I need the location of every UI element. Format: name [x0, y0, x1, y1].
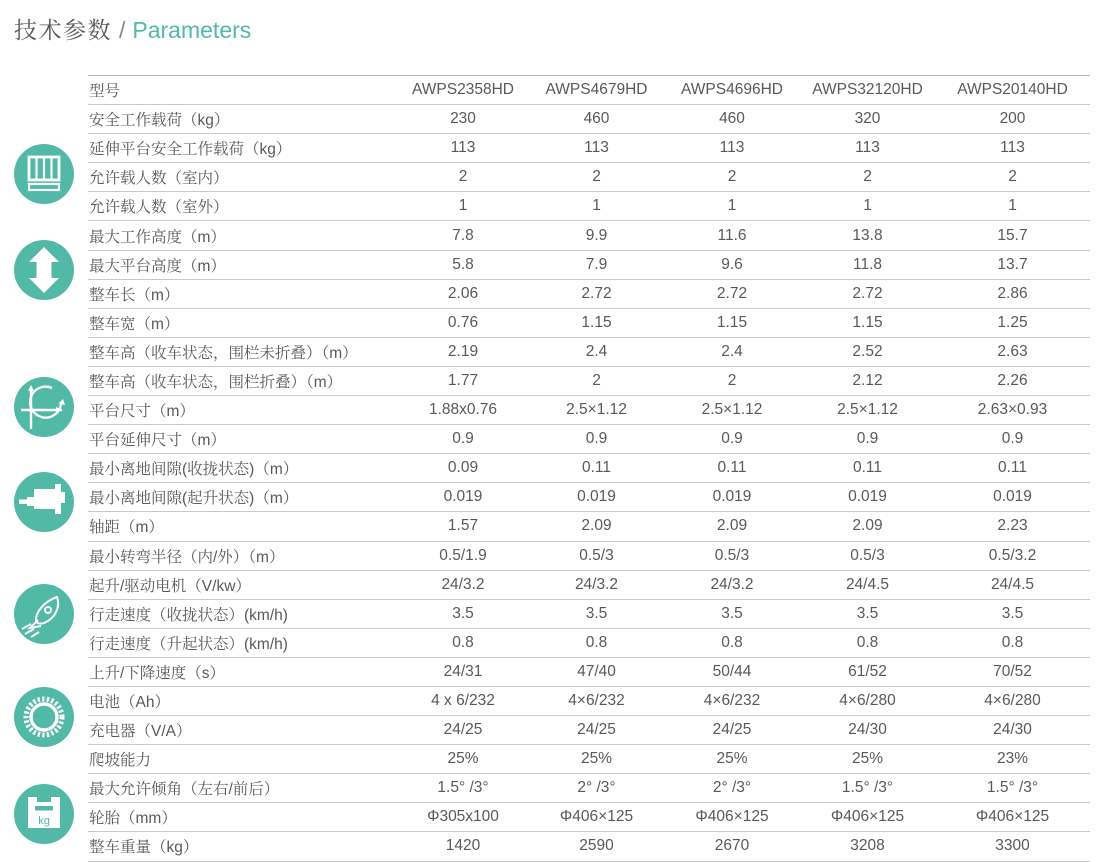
model-header: AWPS20140HD: [957, 81, 1068, 99]
table-row: [88, 454, 1090, 483]
row-value: 24/3.2: [441, 575, 485, 593]
parameters-table: [88, 75, 1090, 862]
row-value: 1.57: [447, 517, 479, 535]
row-value: 1.15: [852, 313, 883, 331]
row-value: 1.5° /3°: [841, 779, 894, 797]
row-label: 最大工作高度（m）: [89, 228, 226, 246]
row-value: 3300: [995, 837, 1030, 855]
row-value: 113: [719, 139, 745, 157]
row-value: 4 x 6/232: [431, 692, 495, 710]
row-label: 轴距（m）: [89, 519, 164, 537]
row-value: 320: [854, 110, 881, 128]
row-value: 460: [719, 110, 745, 128]
table-row: [88, 251, 1090, 280]
row-value: 2.63: [997, 342, 1028, 360]
row-value: 113: [1000, 139, 1025, 157]
table-row: [88, 134, 1090, 163]
model-header: AWPS2358HD: [412, 81, 514, 99]
table-row: [88, 571, 1090, 600]
table-row: [88, 338, 1090, 367]
table-row: [88, 221, 1090, 250]
row-value: 2.72: [852, 284, 883, 302]
vertical-double-arrow-icon: [14, 240, 74, 300]
table-body: [88, 105, 1090, 861]
row-value: 1.15: [581, 313, 612, 331]
row-value: 0.09: [447, 459, 479, 477]
row-value: 0.76: [447, 313, 479, 331]
row-value: 0.019: [848, 488, 887, 506]
row-value: 2: [458, 168, 468, 186]
row-value: 24/3.2: [710, 575, 754, 593]
table-row: [88, 512, 1090, 541]
row-value: 2: [863, 168, 872, 186]
row-value: 61/52: [848, 662, 887, 680]
row-value: 9.6: [721, 255, 743, 273]
row-value: 11.8: [852, 255, 883, 273]
table-row: [88, 716, 1090, 745]
row-value: Φ305x100: [427, 808, 499, 826]
row-label: 最小离地间隙(收拢状态)（m）: [89, 461, 299, 479]
row-value: 1: [1008, 197, 1017, 215]
row-value: 0.5/3: [850, 546, 885, 564]
row-value: 3.5: [585, 604, 608, 622]
row-value: 2.5×1.12: [566, 401, 627, 419]
row-value: Φ406×125: [695, 808, 769, 826]
row-value: 24/4.5: [990, 575, 1035, 593]
table-row: [88, 774, 1090, 803]
row-value: 2.63×0.93: [977, 401, 1048, 419]
table-row: [88, 483, 1090, 512]
row-value: 0.019: [577, 488, 616, 506]
row-value: 230: [450, 110, 476, 128]
row-value: 0.9: [585, 430, 608, 448]
row-label: 轮胎（mm）: [89, 810, 177, 828]
row-value: 2.4: [721, 342, 743, 360]
row-value: 25%: [447, 750, 479, 768]
model-header: AWPS4696HD: [681, 81, 783, 99]
row-value: 0.8: [721, 633, 743, 651]
row-value: 2.72: [716, 284, 748, 302]
gear-ring-icon: [14, 687, 74, 747]
row-value: 2.06: [447, 284, 479, 302]
row-value: 2: [592, 371, 601, 389]
row-value: 24/25: [577, 721, 616, 739]
table-row: [88, 425, 1090, 454]
table-row: [88, 803, 1090, 832]
row-label: 起升/驱动电机（V/kw）: [89, 577, 251, 595]
row-value: 2.5×1.12: [701, 401, 763, 419]
row-value: 1: [592, 197, 601, 215]
row-label: 平台延伸尺寸（m）: [89, 432, 226, 450]
row-value: 0.11: [717, 459, 747, 477]
row-value: 1.77: [447, 371, 479, 389]
row-value: 0.8: [585, 633, 608, 651]
row-value: 3.5: [721, 604, 743, 622]
row-value: 0.11: [581, 459, 612, 477]
model-header: AWPS4679HD: [545, 81, 648, 99]
row-value: 24/4.5: [845, 575, 890, 593]
page-title-en: Parameters: [132, 17, 252, 43]
row-value: 2: [1008, 168, 1017, 186]
table-row: [88, 745, 1090, 774]
row-value: 2: [727, 371, 737, 389]
row-value: 13.8: [852, 226, 883, 244]
guardrail-icon: [14, 144, 74, 204]
table-row: [88, 105, 1090, 134]
row-value: 24/3.2: [574, 575, 619, 593]
row-value: 2.23: [997, 517, 1028, 535]
row-value: 1420: [445, 837, 481, 855]
row-value: 2.09: [581, 517, 612, 535]
row-label: 整车高（收车状态，围栏未折叠）（m）: [89, 344, 358, 362]
row-value: 24/30: [993, 721, 1032, 739]
row-value: 0.11: [852, 459, 883, 477]
row-value: 4×6/280: [839, 692, 896, 710]
row-value: 0.019: [443, 488, 483, 506]
row-label: 上升/下降速度（s）: [89, 664, 226, 682]
table-header-row: [88, 76, 1090, 105]
row-value: 2670: [714, 837, 750, 855]
row-label: 整车长（m）: [89, 286, 180, 304]
row-label: 充电器（V/A）: [89, 723, 192, 741]
row-value: 2.52: [852, 342, 883, 360]
row-value: 2: [727, 168, 737, 186]
row-label: 行走速度（升起状态）(km/h): [89, 635, 288, 653]
row-value: 4×6/280: [984, 692, 1041, 710]
table-row: [88, 832, 1090, 861]
row-value: 2.26: [997, 371, 1028, 389]
row-value: 25%: [580, 750, 613, 768]
row-value: 2.86: [997, 284, 1028, 302]
row-value: 13.7: [997, 255, 1028, 273]
row-value: 2.09: [716, 517, 748, 535]
weight-kg-icon: [14, 784, 74, 844]
row-label: 最大平台高度（m）: [89, 257, 226, 275]
row-value: 3208: [850, 837, 885, 855]
row-value: 0.8: [856, 633, 879, 651]
page-title-separator: /: [119, 17, 126, 43]
row-value: 2.4: [585, 342, 608, 360]
row-label: 整车重量（kg）: [89, 839, 199, 857]
model-header: AWPS32120HD: [812, 81, 923, 99]
table-row: [88, 192, 1090, 221]
row-value: 2590: [579, 837, 614, 855]
row-value: Φ406×125: [975, 808, 1050, 826]
row-value: 113: [584, 139, 609, 157]
table-row: [88, 687, 1090, 716]
row-value: 11.6: [717, 226, 747, 244]
row-value: 0.5/3: [714, 546, 750, 564]
row-value: 25%: [716, 750, 748, 768]
row-label: 最小转弯半径（内/外）（m）: [89, 548, 285, 566]
table-row: [88, 163, 1090, 192]
row-label: 允许载人数（室外）: [89, 199, 229, 217]
row-value: 0.019: [993, 488, 1032, 506]
motor-icon: [14, 472, 74, 532]
row-value: 2.19: [447, 342, 479, 360]
row-label: 电池（Ah）: [89, 694, 170, 712]
row-value: 24/25: [712, 721, 752, 739]
row-label: 允许载人数（室内）: [89, 170, 229, 188]
row-label: 行走速度（收拢状态）(km/h): [89, 606, 288, 624]
page-title-zh: 技术参数: [14, 17, 112, 43]
row-label: 平台尺寸（m）: [89, 403, 195, 421]
row-value: 24/30: [848, 721, 887, 739]
axes-rotation-icon: [14, 377, 74, 437]
row-value: 0.5/1.9: [439, 546, 487, 564]
row-value: 0.5/3: [579, 546, 614, 564]
page-title: [14, 12, 251, 45]
row-value: 4×6/232: [703, 692, 761, 710]
row-value: 113: [855, 139, 880, 157]
row-value: 70/52: [993, 662, 1032, 680]
row-value: 1.25: [997, 313, 1028, 331]
table-row: [88, 629, 1090, 658]
table-row: [88, 600, 1090, 629]
row-value: 24/31: [443, 662, 483, 680]
row-value: 1.15: [716, 313, 748, 331]
row-label: 整车宽（m）: [89, 315, 180, 333]
row-value: 1: [727, 197, 737, 215]
row-value: 200: [999, 110, 1026, 128]
row-value: 9.9: [585, 226, 608, 244]
row-value: 3.5: [452, 604, 474, 622]
row-value: 0.9: [452, 430, 474, 448]
row-value: 15.7: [997, 226, 1028, 244]
row-value: 1.5° /3°: [986, 779, 1039, 797]
row-value: 460: [583, 110, 610, 128]
model-column-label: 型号: [89, 83, 121, 101]
row-value: 0.9: [1001, 430, 1024, 448]
row-value: Φ406×125: [559, 808, 634, 826]
row-value: 0.11: [997, 459, 1028, 477]
row-value: 0.5/3.2: [988, 546, 1037, 564]
table-row: [88, 658, 1090, 687]
table-row: [88, 309, 1090, 338]
row-value: Φ406×125: [830, 808, 905, 826]
row-value: 113: [450, 139, 476, 157]
row-value: 0.8: [452, 633, 474, 651]
row-value: 24/25: [443, 721, 483, 739]
row-label: 最小离地间隙(起升状态)（m）: [89, 490, 299, 508]
row-value: 3.5: [1001, 604, 1024, 622]
rocket-icon: [14, 584, 74, 644]
row-value: 2° /3°: [577, 779, 616, 797]
row-value: 1: [863, 197, 872, 215]
row-value: 5.8: [452, 255, 474, 273]
row-label: 爬坡能力: [89, 752, 152, 770]
row-label: 整车高（收车状态，围栏折叠）（m）: [89, 373, 343, 391]
row-value: 0.019: [712, 488, 752, 506]
row-value: 23%: [996, 750, 1029, 768]
row-value: 1: [458, 197, 468, 215]
row-value: 2.5×1.12: [837, 401, 898, 419]
row-value: 7.9: [585, 255, 608, 273]
svg-text:kg: kg: [38, 815, 50, 827]
row-value: 47/40: [577, 662, 616, 680]
row-value: 3.5: [856, 604, 879, 622]
row-value: 4×6/232: [568, 692, 625, 710]
row-label: 安全工作载荷（kg）: [89, 112, 230, 130]
row-value: 2° /3°: [712, 779, 752, 797]
row-value: 1.88x0.76: [428, 401, 498, 419]
row-label: 延伸平台安全工作载荷（kg）: [89, 141, 292, 159]
row-value: 2: [592, 168, 601, 186]
table-row: [88, 396, 1090, 425]
table-row: [88, 367, 1090, 396]
row-value: 2.12: [852, 371, 883, 389]
row-value: 0.9: [721, 430, 743, 448]
row-value: 25%: [851, 750, 884, 768]
table-row: [88, 280, 1090, 309]
row-value: 0.9: [856, 430, 879, 448]
row-value: 7.8: [452, 226, 474, 244]
row-label: 最大允许倾角（左右/前后）: [89, 781, 280, 799]
row-value: 2.72: [581, 284, 612, 302]
row-value: 0.8: [1001, 633, 1024, 651]
table-row: [88, 542, 1090, 571]
row-value: 50/44: [712, 662, 752, 680]
row-value: 2.09: [852, 517, 883, 535]
row-value: 1.5° /3°: [437, 779, 489, 797]
